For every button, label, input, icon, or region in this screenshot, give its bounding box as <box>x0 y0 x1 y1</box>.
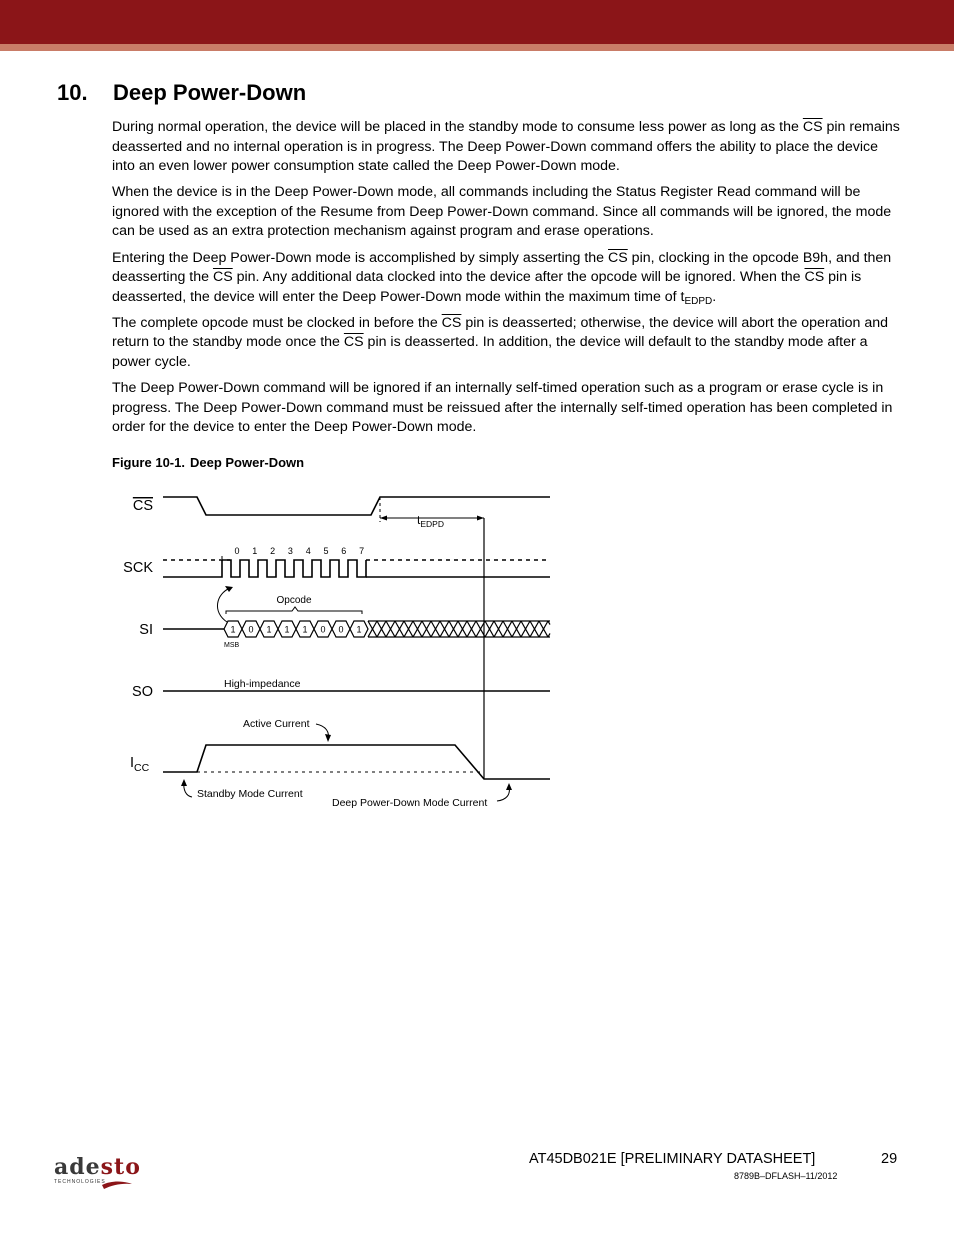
p3-text-c: pin. Any additional data clocked into the device after the opcode will be ignored. When the <box>232 269 805 286</box>
p1-cs-signal: $\overline{CS}$ <box>802 119 823 135</box>
cs-label: CS <box>132 498 153 514</box>
si-bit-value-6: 0 <box>338 624 344 635</box>
si-bit-value-1: 0 <box>248 624 254 635</box>
logo-word-b: sto <box>100 1154 141 1180</box>
paragraph-5: The Deep Power-Down command will be ignored if an internally self-timed operation such as a program or erase cycle is in progress. The Deep Power-Down command must be reissued after the internally self-timed operation has been completed in order for the device to enter the Deep Power-Down mode. <box>112 380 893 436</box>
logo-swoosh-icon <box>54 1180 134 1190</box>
logo-word-a: ade <box>54 1154 101 1180</box>
p4-text-c: pin is deasserted. In addition, the device will default to the standby mode after a power cycle. <box>112 334 868 371</box>
p3-cs-signal-2: $\overline{CS}$ <box>212 269 233 286</box>
icc-waveform <box>163 745 550 779</box>
clock-number-3: 3 <box>287 546 293 556</box>
logo-wordmark <box>54 1156 141 1178</box>
msb-label: MSB <box>224 642 240 649</box>
icc-label <box>130 755 150 774</box>
deep-current-label: Deep Power-Down Mode Current <box>332 797 488 809</box>
clock-number-4: 4 <box>305 546 311 556</box>
active-current-arrowhead <box>325 734 331 742</box>
paragraph-2: When the device is in the Deep Power-Down mode, all commands including the Status Register Read command will be ignored with the exception of the Resume from Deep Power-Down command. Since all commands will be ignored, the mode can be used as an extra protection mechanism against program and erase operations. <box>112 184 892 240</box>
footer-doc-title: AT45DB021E [PRELIMINARY DATASHEET] <box>529 1151 816 1167</box>
footer-doc-code: 8789B–DFLASH–11/2012 <box>734 1171 838 1181</box>
footer-page-number: 29 <box>881 1151 898 1167</box>
standby-current-arrowhead <box>181 779 187 786</box>
icc-label-sub: CC <box>134 762 150 774</box>
p3-text-e: . <box>712 288 717 305</box>
deep-current-arrowhead <box>506 783 512 790</box>
section-number: 10. <box>57 80 88 105</box>
section-title-text: Deep Power-Down <box>113 80 307 105</box>
si-bit-value-2: 1 <box>266 624 272 635</box>
si-dont-care-region <box>368 621 550 637</box>
p4-text-b: pin is deasserted; otherwise, the device will abort the operation and return to the standby mode once the <box>112 314 889 351</box>
si-opcode-bits <box>224 621 368 637</box>
tedpd-label-main: t <box>417 513 421 527</box>
cs-waveform <box>163 497 550 515</box>
opcode-label: Opcode <box>276 595 312 606</box>
p3-text-d: pin is deasserted, the device will enter the Deep Power-Down mode within the maximum time of t <box>112 269 862 305</box>
si-bit-value-3: 1 <box>284 624 290 635</box>
clock-number-0: 0 <box>234 546 240 556</box>
p3-cs-signal-3: $\overline{CS}$ <box>804 269 825 286</box>
tedpd-label <box>417 513 444 529</box>
tedpd-arrowhead-left <box>380 516 387 521</box>
clock-number-1: 1 <box>252 546 258 556</box>
high-impedance-label: High-impedance <box>224 678 301 690</box>
p3-cs-signal-1: $\overline{CS}$ <box>608 249 628 266</box>
standby-current-label: Standby Mode Current <box>197 788 303 800</box>
si-bit-value-5: 0 <box>320 624 326 635</box>
sck-label: SCK <box>123 560 153 576</box>
adesto-logo <box>54 1156 141 1185</box>
logo-subtitle: TECHNOLOGIES <box>54 1179 106 1185</box>
figure-title: Deep Power-Down <box>189 455 305 470</box>
sck-si-arrowhead <box>225 586 233 592</box>
sck-idle-solid-left <box>163 560 222 577</box>
clock-cycle-numbers <box>234 546 364 556</box>
p4-cs-signal-1: $\overline{CS}$ <box>441 314 462 331</box>
p3-subscript: EDPD <box>684 295 713 307</box>
sck-si-curved-arrow <box>217 588 230 622</box>
tedpd-arrowhead-right <box>477 516 484 521</box>
si-bit-value-7: 1 <box>356 624 362 635</box>
p3-text-a: Entering the Deep Power-Down mode is accomplished by simply asserting the <box>112 249 609 266</box>
so-label: SO <box>132 684 153 700</box>
p4-cs-signal-2: $\overline{CS}$ <box>343 334 364 351</box>
p1-text-a: During normal operation, the device will be placed in the standby mode to consume less power as long as the <box>112 119 803 135</box>
clock-number-2: 2 <box>270 546 276 556</box>
p3-text-b: pin, clocking in the opcode B9h, and then deasserting the <box>112 249 892 286</box>
opcode-brace <box>226 607 362 614</box>
figure-number: Figure 10-1. <box>112 455 185 470</box>
clock-number-5: 5 <box>323 546 329 556</box>
p1-text-b: pin remains deasserted and no internal operation is in progress. The Deep Power-Down command offers the ability to place the device into an even lower power consumption state called the Deep Power-Down mode. <box>112 119 900 175</box>
si-bit-value-4: 1 <box>302 624 308 635</box>
p4-text-a: The complete opcode must be clocked in before the <box>112 314 442 331</box>
clock-number-6: 6 <box>341 546 347 556</box>
icc-label-main: I <box>130 755 135 771</box>
si-bit-value-0: 1 <box>230 624 236 635</box>
sck-clock-pulses <box>222 560 366 577</box>
si-label: SI <box>139 622 153 638</box>
tedpd-label-sub: EDPD <box>420 519 444 529</box>
clock-number-7: 7 <box>359 546 365 556</box>
active-current-label: Active Current <box>243 718 310 730</box>
